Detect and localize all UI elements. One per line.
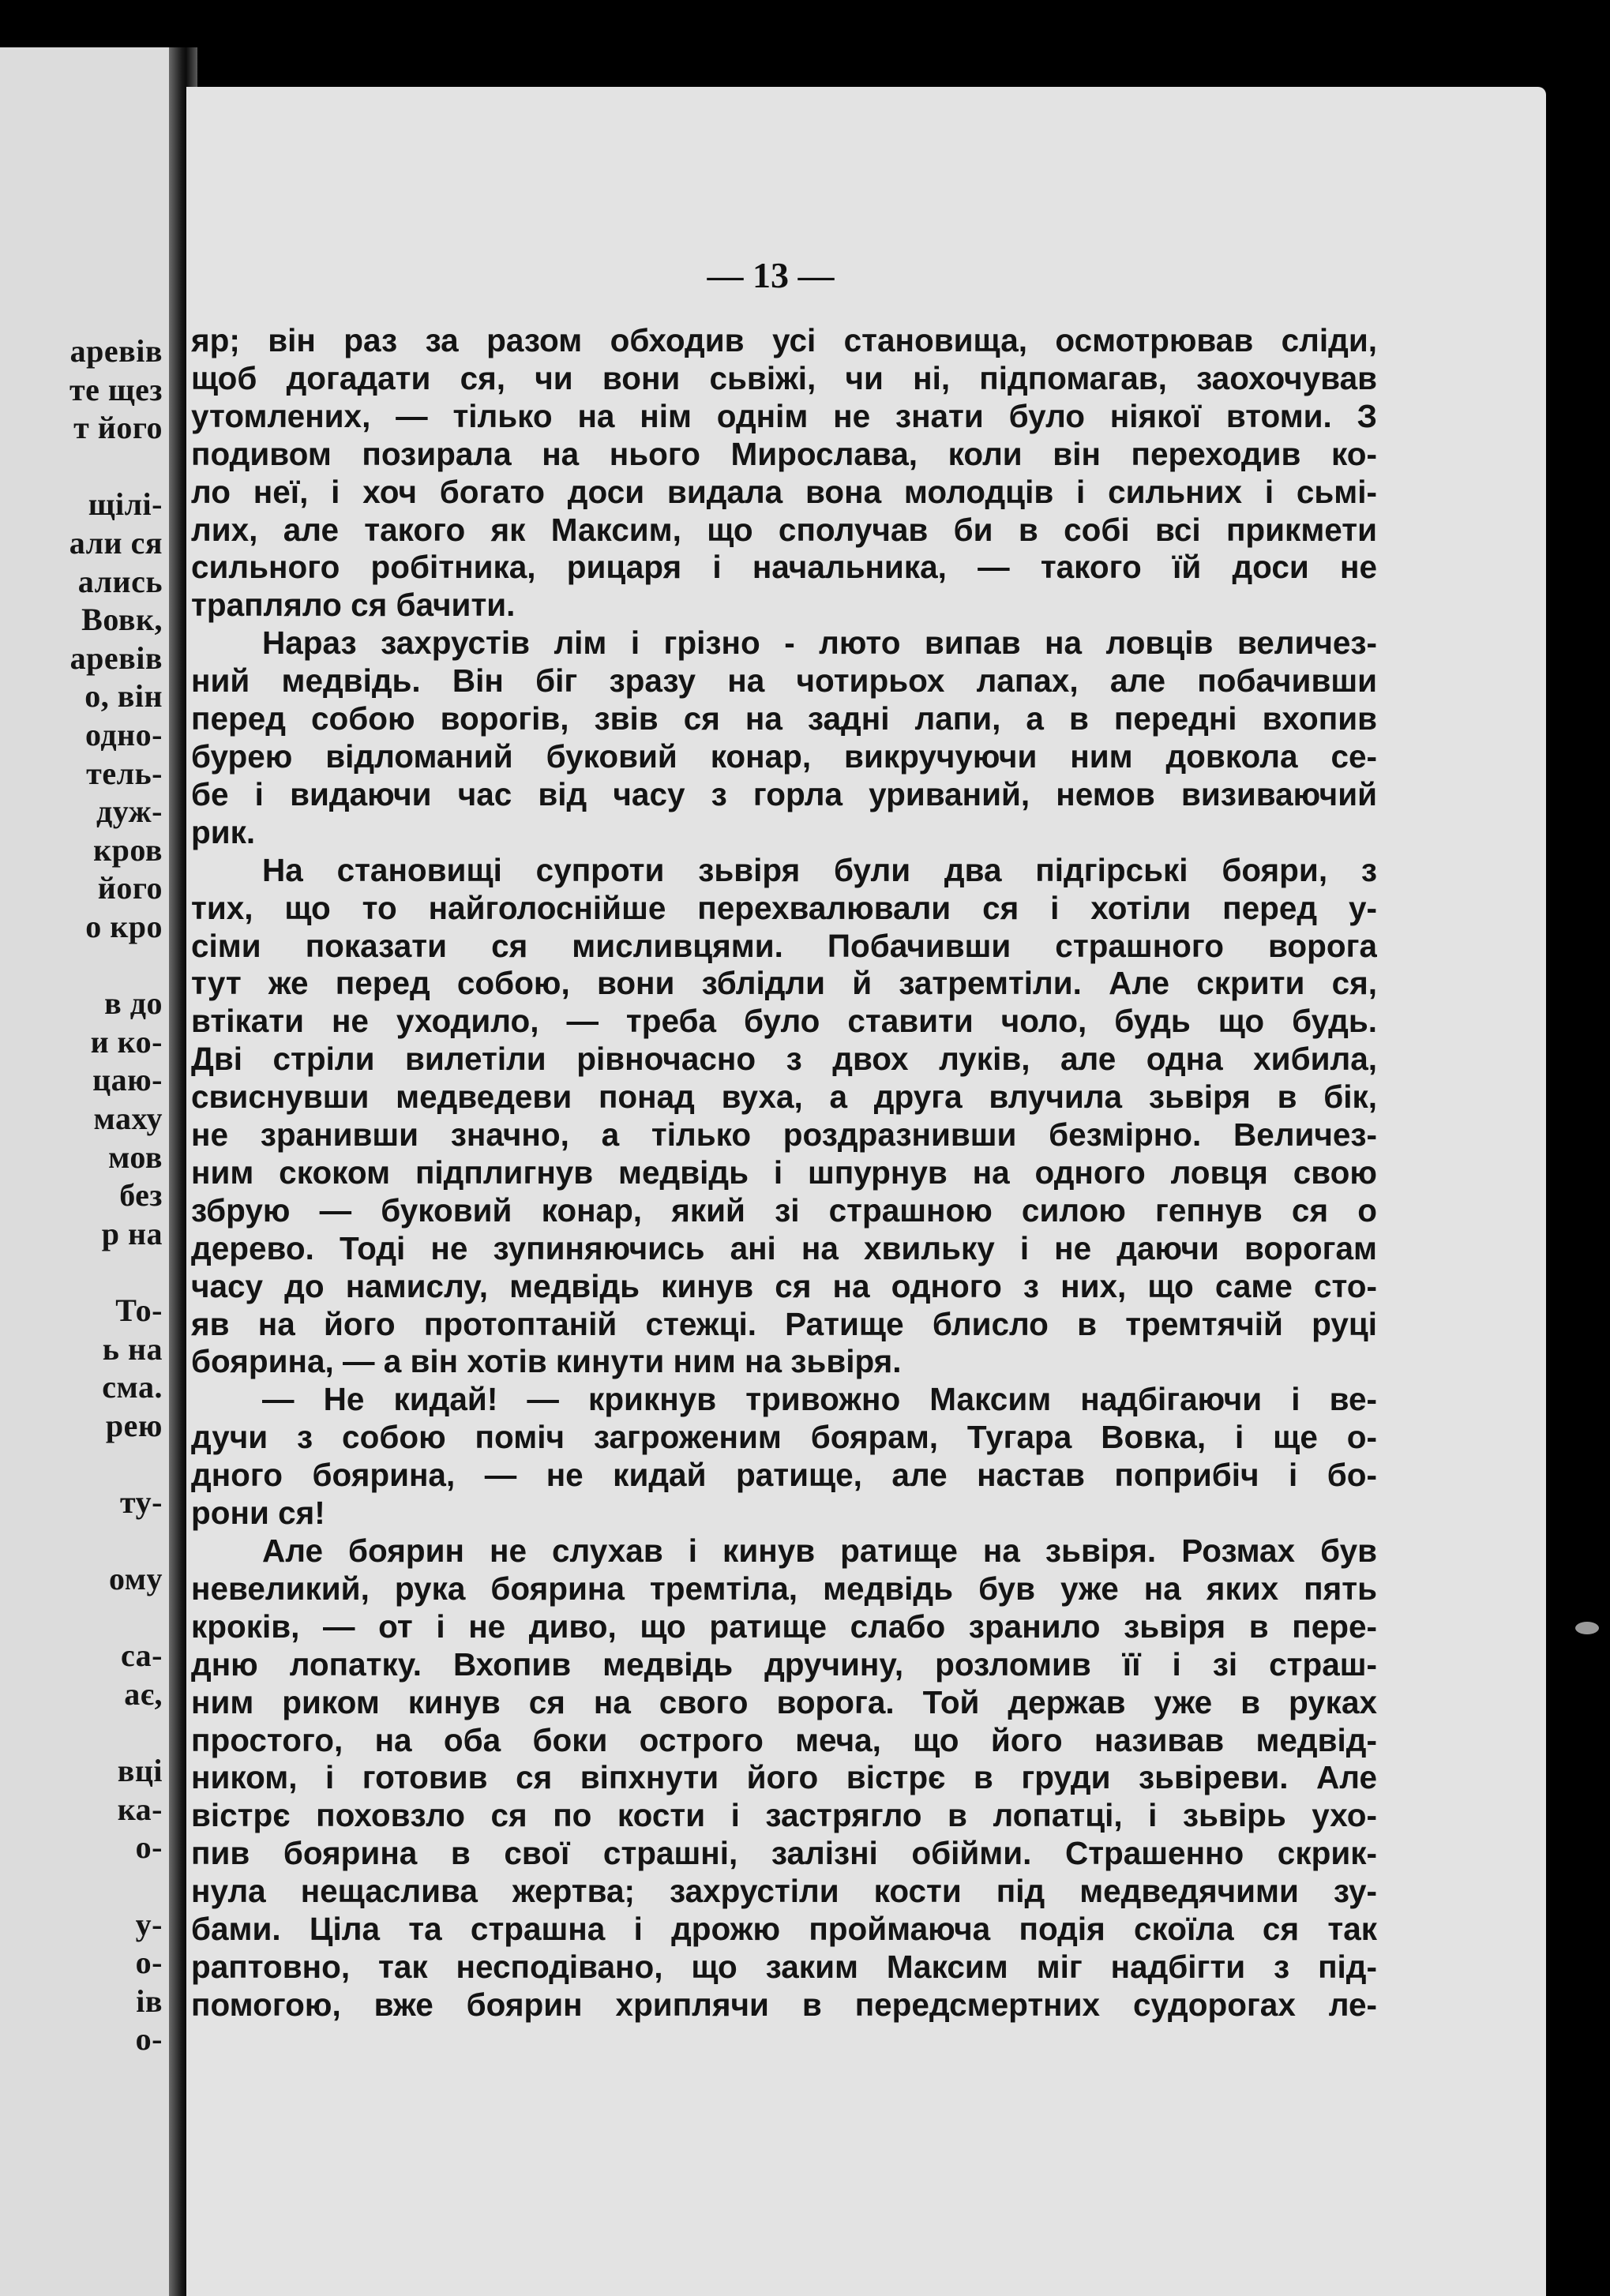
- text-line: сильного робітника, рицаря і начальника, — такого їй доси не: [191, 549, 1377, 586]
- text-line: дучи з собою поміч загроженим боярам, Тугара Вовка, і ще о-: [191, 1419, 1377, 1456]
- text-line: невеликий, рука боярина тремтіла, медвідь був уже на яких пять: [191, 1570, 1377, 1607]
- text-line: боярина, — а він хотів кинути ним на зьвіря.: [191, 1343, 902, 1380]
- text-line: бурею відломаний буковий конар, викручуючи ним довкола се-: [191, 737, 1377, 775]
- facing-page-fragment: ому: [109, 1561, 163, 1597]
- facing-page-fragment: аревів: [69, 640, 163, 676]
- text-line: трапляло ся бачити.: [191, 587, 516, 624]
- facing-page-strip: [0, 47, 180, 2296]
- facing-page-fragment: щілі-: [88, 486, 163, 523]
- facing-page-fragment: ту-: [120, 1484, 163, 1520]
- facing-page-fragment: його: [97, 870, 163, 906]
- facing-page-fragment: те щез: [69, 371, 163, 407]
- facing-page-fragment: вці: [117, 1753, 163, 1789]
- facing-page-fragment: али ся: [69, 525, 163, 561]
- text-line: свиснувши медведеви понад вуха, а друга влучила зьвіря в бік,: [191, 1079, 1377, 1116]
- facing-page-fragment: То-: [115, 1292, 163, 1328]
- text-line: вістрє поховзло ся по кости і застрягло в лопатці, і зьвірь ухо-: [191, 1797, 1377, 1834]
- facing-page-fragment: у-: [135, 1906, 163, 1942]
- facing-page-fragment: о, він: [84, 678, 163, 715]
- text-line: часу до намислу, медвідь кинув ся на одного з них, що саме сто-: [191, 1267, 1377, 1304]
- facing-page-fragment: рею: [105, 1407, 163, 1443]
- text-line: пив боярина в свої страшні, залізні обійми. Страшенно скрик-: [191, 1835, 1377, 1872]
- facing-page-fragment: одно-: [85, 717, 163, 752]
- scan-speck: [1575, 1622, 1599, 1634]
- text-line: раптовно, так несподівано, що заким Максим міг надбігти з під-: [191, 1948, 1377, 1985]
- text-line: сіми показати ся мисливцями. Побачивши страшного ворога: [191, 927, 1377, 964]
- text-line: ником, і готовив ся віпхнути його вістрє в груди зьвіреви. Але: [191, 1759, 1377, 1796]
- facing-page-fragment: ає,: [124, 1676, 163, 1712]
- text-line: Дві стріли вилетіли рівночасно з двох луків, але одна хибила,: [191, 1041, 1377, 1078]
- text-line: рони ся!: [191, 1495, 325, 1532]
- facing-page-fragment: о-: [135, 1945, 163, 1981]
- text-line: кроків, — от і не диво, що ратище слабо зранило зьвіря в пере-: [191, 1608, 1377, 1645]
- text-line: яр; він раз за разом обходив усі становища, осмотрював сліди,: [191, 322, 1377, 358]
- text-line: Нараз захрустів лім і грізно - люто випав на ловців величез-: [262, 625, 1377, 662]
- facing-page-fragment: сма.: [102, 1369, 163, 1405]
- text-line: Але боярин не слухав і кинув ратище на зьвіря. Розмах був: [262, 1533, 1377, 1569]
- facing-page-fragment: т його: [73, 410, 163, 446]
- text-line: бами. Ціла та страшна і дрожю проймаюча подія скоїла ся так: [191, 1911, 1377, 1948]
- text-line: ним скоком підплигнув медвідь і шпурнув на одного ловця свою: [191, 1154, 1377, 1191]
- facing-page-fragment: о кро: [85, 909, 163, 944]
- page-number: — 13 —: [707, 255, 835, 295]
- facing-page-fragment: кров: [93, 831, 163, 868]
- text-line: подивом позирала на нього Мирослава, коли він переходив ко-: [191, 435, 1377, 472]
- facing-page-fragment: в до: [104, 985, 163, 1022]
- text-line: нула нещаслива жертва; захрустіли кости під медведячими зу-: [191, 1873, 1377, 1910]
- text-line: дного боярина, — не кидай ратище, але настав поприбіч і бо-: [191, 1457, 1377, 1494]
- text-line: дню лопатку. Вхопив медвідь дручину, розломив її і зі страш-: [191, 1645, 1377, 1683]
- text-line: не зранивши значно, а тілько роздразнивши безмірно. Величез-: [191, 1116, 1377, 1154]
- facing-page-fragment: са-: [120, 1638, 163, 1674]
- facing-page-fragment: и ко-: [90, 1023, 163, 1060]
- text-line: рик.: [191, 813, 256, 850]
- text-line: — Не кидай! — крикнув тривожно Максим надбігаючи і ве-: [262, 1381, 1377, 1418]
- text-line: простого, на оба боки острого меча, що його називав медвід-: [191, 1721, 1377, 1758]
- text-line: На становищі супроти зьвіря були два підгірські бояри, з: [262, 851, 1377, 888]
- facing-page-fragment: р на: [101, 1215, 163, 1251]
- text-line: тих, що то найголоснійше перехвалювали ся і хотіли перед у-: [191, 889, 1377, 926]
- text-line: помогою, вже боярин хриплячи в передсмертних судорогах ле-: [191, 1986, 1377, 2023]
- facing-page-fragment: ів: [136, 1983, 163, 2019]
- facing-page-fragment: ка-: [117, 1791, 163, 1827]
- facing-page-fragment: ались: [77, 563, 163, 599]
- page-text: [191, 322, 1377, 2024]
- facing-page-fragment: о-: [135, 2021, 163, 2058]
- text-line: утомлених, — тілько на нім однім не знати було ніякої втоми. З: [191, 397, 1377, 434]
- book-page: [186, 87, 1546, 2296]
- facing-page-fragment: маху: [93, 1101, 163, 1136]
- text-line: бе і видаючи час від часу з горла уриваний, немов визиваючий: [191, 775, 1377, 812]
- text-line: ло неї, і хоч богато доси видала вона молодців і сильних і сьмі-: [191, 473, 1377, 510]
- text-line: збрую — буковий конар, який зі страшною силою гепнув ся о: [191, 1191, 1377, 1229]
- text-line: лих, але такого як Максим, що сполучав би в собі всі прикмети: [191, 511, 1377, 548]
- text-line: втікати не уходило, — треба було ставити чоло, будь що будь.: [191, 1003, 1377, 1040]
- text-line: яв на його протоптаній стежці. Ратище блисло в тремтячій руці: [191, 1305, 1377, 1342]
- text-line: щоб догадати ся, чи вони сьвіжі, чи ні, підпомагав, заохочував: [191, 359, 1377, 396]
- facing-page-fragment: тель-: [86, 755, 163, 791]
- facing-page-fragment: о-: [135, 1829, 163, 1866]
- text-line: тут же перед собою, вони зблідли й затремтіли. Але скрити ся,: [191, 965, 1377, 1002]
- facing-page-fragment: без: [119, 1177, 163, 1214]
- facing-page-fragment: Вовк,: [81, 602, 163, 638]
- facing-page-fragment: мов: [108, 1139, 163, 1175]
- facing-page-fragment: дуж-: [96, 793, 163, 830]
- text-line: ним риком кинув ся на свого ворога. Той держав уже в руках: [191, 1683, 1377, 1720]
- text-line: ний медвідь. Він біг зразу на чотирьох лапах, але побачивши: [191, 662, 1377, 700]
- facing-page-fragment: ь на: [102, 1330, 163, 1367]
- text-line: дерево. Тоді не зупиняючись ані на хвильку і не даючи ворогам: [191, 1229, 1377, 1266]
- facing-page-fragment: цаю-: [92, 1062, 163, 1098]
- text-line: перед собою ворогів, звів ся на задні лапи, а в передні вхопив: [191, 700, 1377, 737]
- facing-page-fragment: аревів: [69, 333, 163, 369]
